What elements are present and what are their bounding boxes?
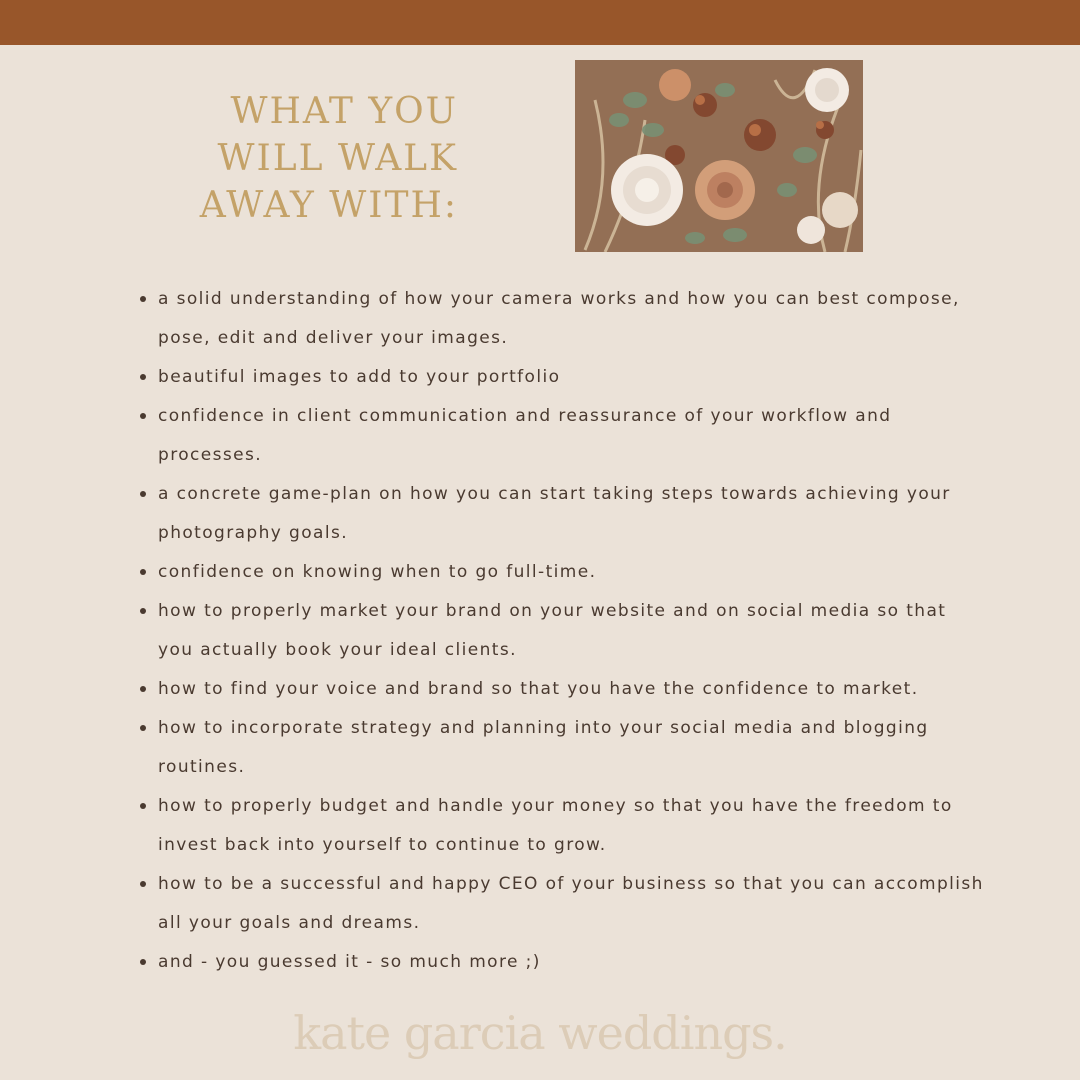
bullet-dot-icon xyxy=(140,686,146,692)
list-item-text: a concrete game-plan on how you can start taking steps towards achieving your photography goals. xyxy=(158,484,951,543)
page-title xyxy=(150,88,458,229)
list-item xyxy=(138,865,988,943)
list-item-text: confidence on knowing when to go full-time. xyxy=(158,562,597,582)
list-item-text: how to be a successful and happy CEO of your business so that you can accomplish all your goals and dreams. xyxy=(158,874,984,933)
list-item-text: how to incorporate strategy and planning into your social media and blogging routines. xyxy=(158,718,929,777)
bullet-dot-icon xyxy=(140,959,146,965)
list-item xyxy=(138,397,988,475)
floral-bouquet-illustration xyxy=(575,60,863,252)
list-item-text: how to properly market your brand on your website and on social media so that you actually book your ideal clients. xyxy=(158,601,947,660)
list-item xyxy=(138,553,988,592)
list-item xyxy=(138,475,988,553)
list-item xyxy=(138,943,988,982)
list-item-text: a solid understanding of how your camera works and how you can best compose, pose, edit and deliver your images. xyxy=(158,289,960,348)
top-color-band xyxy=(0,0,1080,45)
bullet-dot-icon xyxy=(140,413,146,419)
list-item xyxy=(138,358,988,397)
bullet-dot-icon xyxy=(140,374,146,380)
title-line-2: WILL WALK xyxy=(217,138,458,179)
list-item xyxy=(138,280,988,358)
list-item xyxy=(138,787,988,865)
title-line-3: AWAY WITH: xyxy=(199,185,458,226)
bullet-dot-icon xyxy=(140,881,146,887)
bullet-dot-icon xyxy=(140,803,146,809)
list-item xyxy=(138,592,988,670)
title-line-1: WHAT YOU xyxy=(230,91,458,132)
list-item-text: how to find your voice and brand so that you have the confidence to market. xyxy=(158,679,919,699)
bullet-dot-icon xyxy=(140,569,146,575)
list-item-text: beautiful images to add to your portfolio xyxy=(158,367,561,387)
bullet-dot-icon xyxy=(140,608,146,614)
list-item-text: and - you guessed it - so much more ;) xyxy=(158,952,541,972)
bullet-dot-icon xyxy=(140,296,146,302)
bullet-dot-icon xyxy=(140,491,146,497)
floral-bouquet-photo xyxy=(575,60,863,252)
benefits-list xyxy=(138,280,988,982)
list-item-text: how to properly budget and handle your money so that you have the freedom to invest back into yourself to continue to grow. xyxy=(158,796,953,855)
list-item xyxy=(138,709,988,787)
brand-signature: kate garcia weddings. xyxy=(293,1006,787,1060)
bullet-dot-icon xyxy=(140,725,146,731)
list-item xyxy=(138,670,988,709)
list-item-text: confidence in client communication and reassurance of your workflow and processes. xyxy=(158,406,892,465)
